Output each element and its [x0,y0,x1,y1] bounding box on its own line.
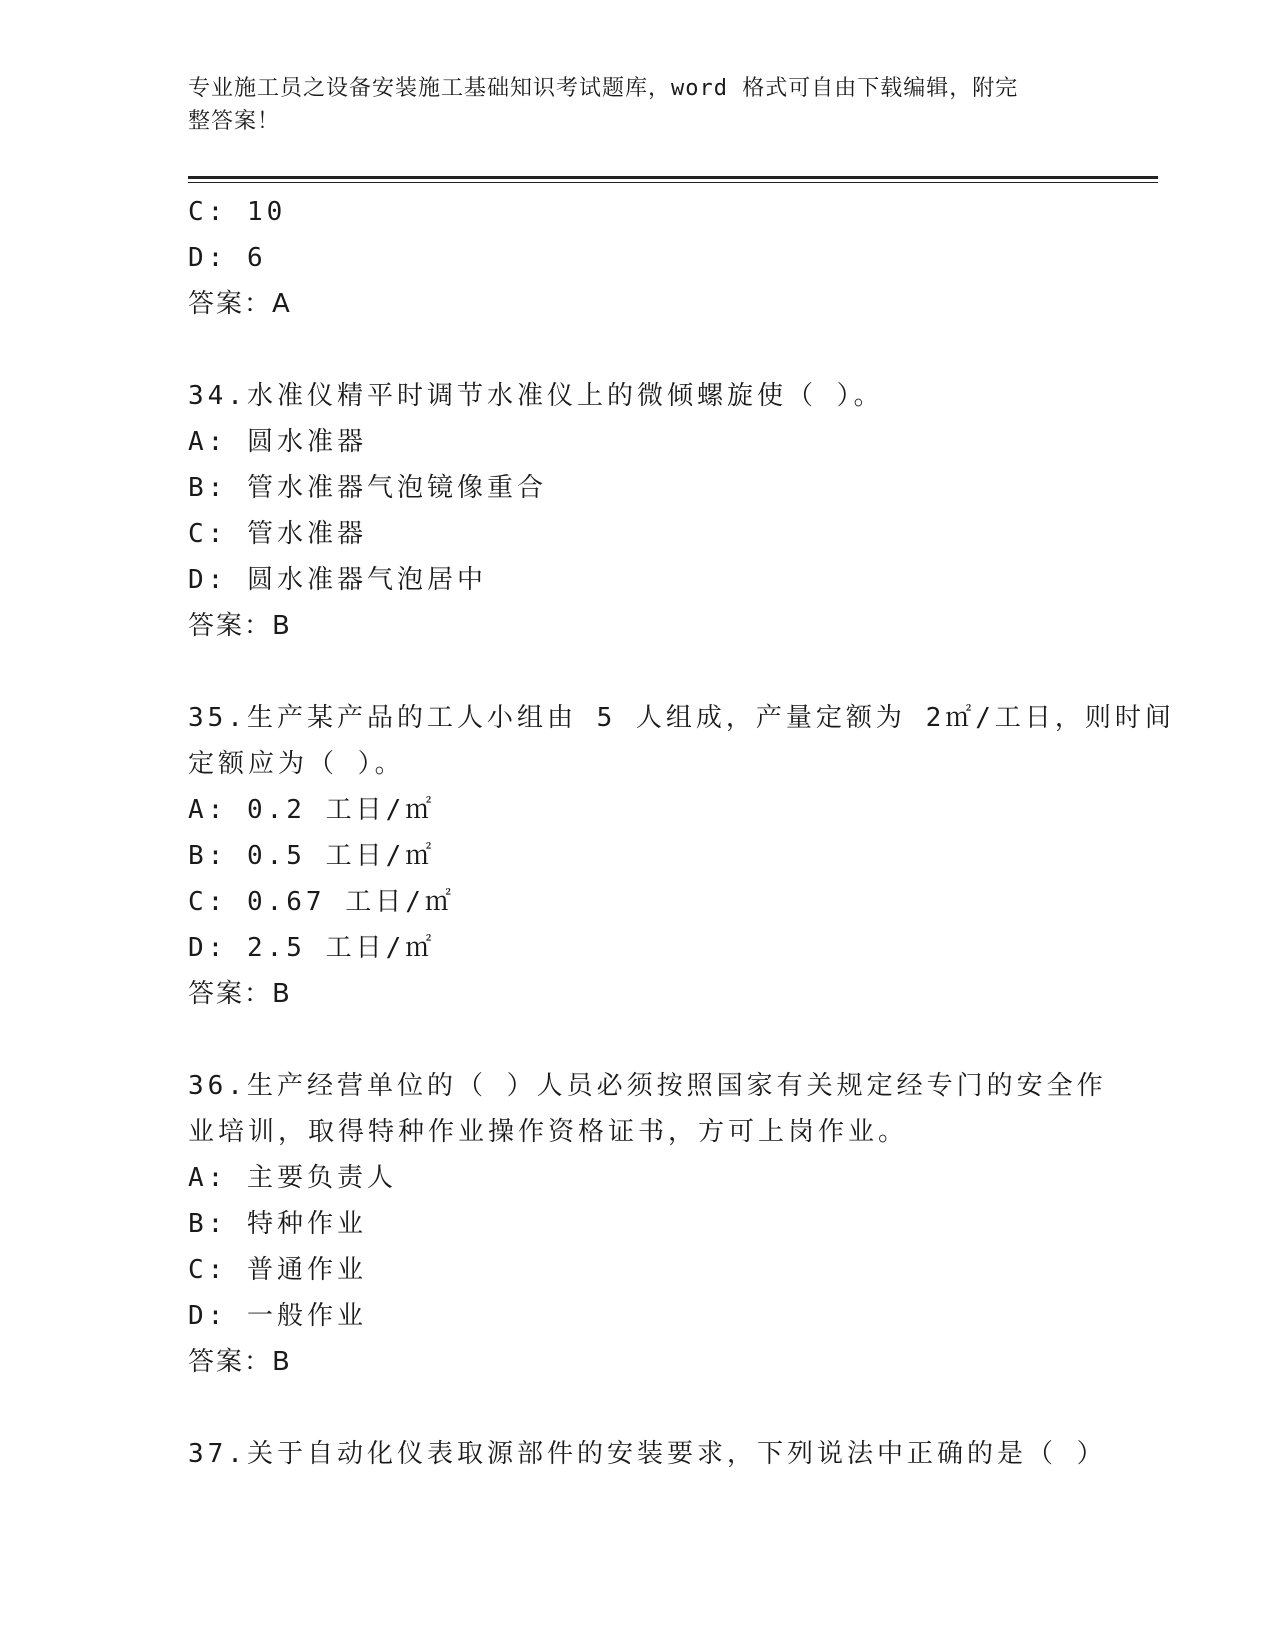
option-d: D: 2.5 工日/㎡ [188,933,436,963]
spacer [188,327,1088,373]
option-c: C: 管水准器 [188,519,367,549]
option-a: A: 主要负责人 [188,1163,397,1193]
header-line-2: 整答案！ [188,109,281,134]
option-c: C: 10 [188,197,287,227]
question-34 [188,373,1088,649]
spacer [188,1385,1088,1431]
header-rule-thick [188,176,1158,179]
question-36 [188,1063,1107,1385]
prev-question-block [188,189,1088,327]
document-header [188,72,1068,138]
header-rule-thin [188,182,1158,183]
header-line-1: 专业施工员之设备安装施工基础知识考试题库，word 格式可自由下载编辑，附完 [188,76,1019,101]
option-c: C: 0.67 工日/㎡ [188,887,455,917]
option-c: C: 普通作业 [188,1255,367,1285]
document-body [188,189,1175,1477]
option-a: A: 圆水准器 [188,427,367,457]
answer-line: 答案：A [188,289,292,319]
answer-line: 答案：B [188,979,292,1009]
question-37 [188,1431,1107,1477]
answer-line: 答案：B [188,1347,292,1377]
question-text: 35.生产某产品的工人小组由 5 人组成，产量定额为 2㎡/工日，则时间 [188,703,1175,733]
option-d: D: 一般作业 [188,1301,367,1331]
question-text-cont: 定额应为（ ）。 [188,749,405,779]
question-text: 37.关于自动化仪表取源部件的安装要求，下列说法中正确的是（ ） [188,1439,1107,1469]
answer-line: 答案：B [188,611,292,641]
question-text: 34.水准仪精平时调节水准仪上的微倾螺旋使（ ）。 [188,381,884,411]
question-35 [188,695,1175,1017]
question-text: 36.生产经营单位的（ ）人员必须按照国家有关规定经专门的安全作 [188,1071,1107,1101]
option-b: B: 管水准器气泡镜像重合 [188,473,547,503]
option-b: B: 特种作业 [188,1209,367,1239]
option-d: D: 圆水准器气泡居中 [188,565,487,595]
option-a: A: 0.2 工日/㎡ [188,795,436,825]
spacer [188,1017,1088,1063]
option-d: D: 6 [188,243,267,273]
spacer [188,649,1088,695]
question-text-cont: 业培训，取得特种作业操作资格证书，方可上岗作业。 [188,1117,909,1147]
option-b: B: 0.5 工日/㎡ [188,841,436,871]
